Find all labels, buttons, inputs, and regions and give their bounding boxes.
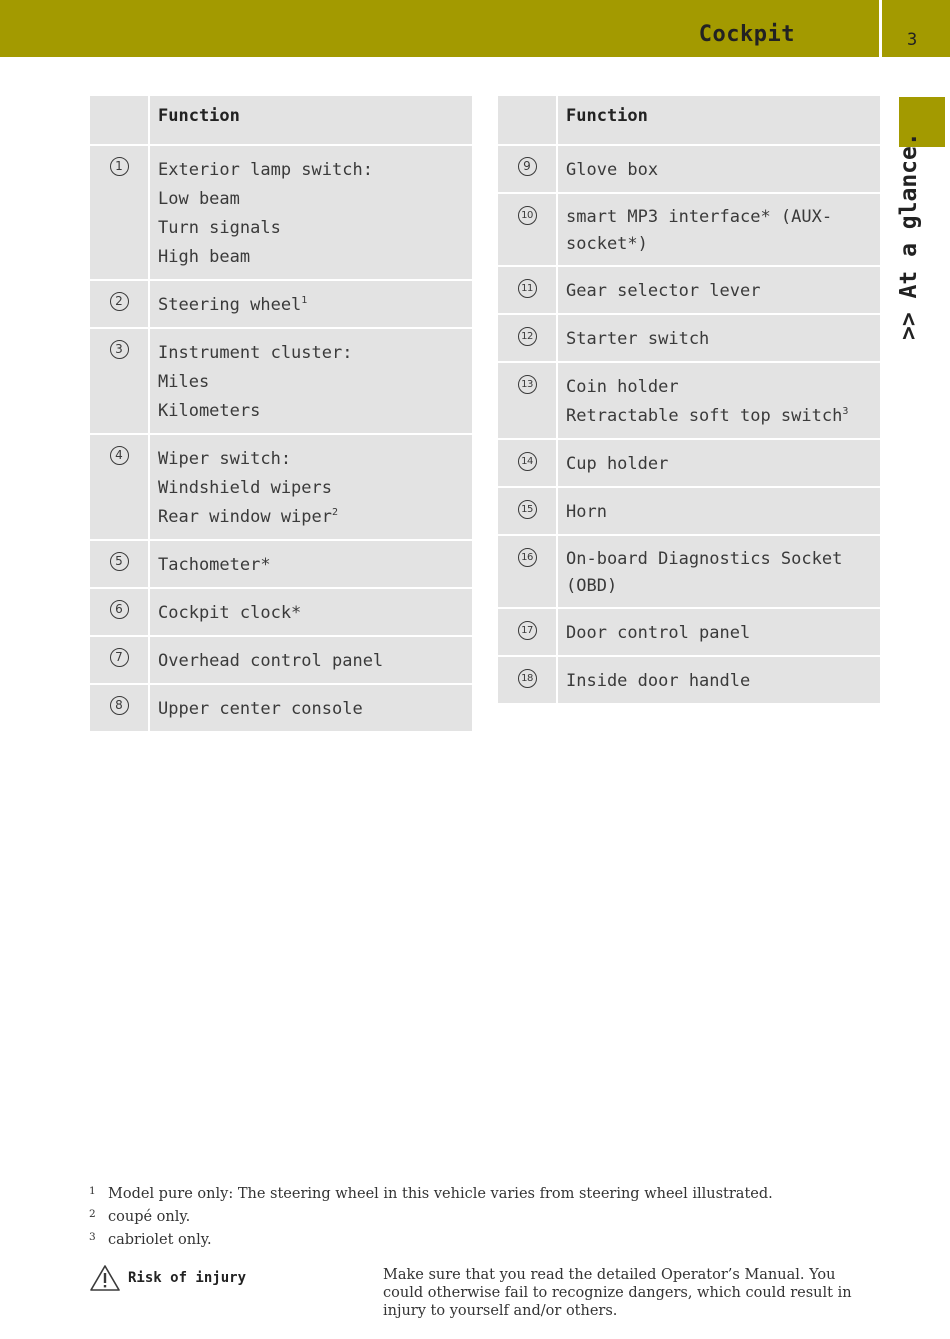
function-text: Coin holder xyxy=(566,377,679,397)
function-text: High beam xyxy=(158,247,251,267)
table-header-num xyxy=(90,96,149,145)
footnote-mark: 3 xyxy=(89,1231,96,1243)
item-number-cell xyxy=(498,487,557,535)
footnotes xyxy=(89,1186,773,1255)
footnote-mark: 2 xyxy=(89,1208,96,1220)
item-number-badge: 15 xyxy=(518,500,537,519)
function-text: (OBD) xyxy=(566,576,618,596)
footnote xyxy=(89,1232,773,1255)
function-text: Horn xyxy=(566,502,607,522)
item-number-badge: 10 xyxy=(518,206,537,225)
function-text: Cup holder xyxy=(566,454,669,474)
function-cell xyxy=(557,487,880,535)
footnote-text: Model pure only: The steering wheel in this vehicle varies from steering wheel illustrated. xyxy=(108,1186,773,1202)
item-number-cell xyxy=(498,266,557,314)
function-cell xyxy=(557,608,880,656)
function-text: Low beam xyxy=(158,189,240,209)
function-cell xyxy=(557,266,880,314)
page-number-box xyxy=(882,0,950,57)
table-row xyxy=(498,439,880,487)
function-text: Rear window wiper xyxy=(158,507,332,527)
function-cell xyxy=(557,362,880,439)
function-cell xyxy=(557,439,880,487)
function-cell xyxy=(149,684,472,732)
table-row xyxy=(498,314,880,362)
item-number-cell xyxy=(90,540,149,588)
function-cell xyxy=(557,535,880,608)
table-row xyxy=(498,145,880,193)
item-number-badge: 9 xyxy=(518,157,537,176)
table-header-num xyxy=(498,96,557,145)
item-number-badge: 2 xyxy=(110,292,129,311)
function-text: Kilometers xyxy=(158,401,261,421)
item-number-cell xyxy=(498,535,557,608)
table-row xyxy=(90,540,472,588)
function-cell xyxy=(557,656,880,704)
function-cell xyxy=(149,145,472,280)
warning-text: Make sure that you read the detailed Operator’s Manual. You could otherwise fail to recognize dangers, which could result in injury to yourself and/or others. xyxy=(383,1267,852,1319)
table-row xyxy=(498,535,880,608)
function-text: Cockpit clock* xyxy=(158,603,302,623)
table-row xyxy=(498,608,880,656)
function-text: Door control panel xyxy=(566,623,751,643)
function-text: Retractable soft top switch xyxy=(566,406,843,426)
function-text: Tachometer* xyxy=(158,555,271,575)
item-number-cell xyxy=(498,608,557,656)
function-table-left xyxy=(90,96,472,733)
footnote-reference: 1 xyxy=(301,295,308,306)
table-row xyxy=(498,487,880,535)
item-number-badge: 6 xyxy=(110,600,129,619)
function-text: Overhead control panel xyxy=(158,651,384,671)
table-header-function: Function xyxy=(149,96,472,145)
item-number-cell xyxy=(498,439,557,487)
function-text: Glove box xyxy=(566,160,659,180)
item-number-badge: 11 xyxy=(518,279,537,298)
table-header-function: Function xyxy=(557,96,880,145)
function-text: Wiper switch: xyxy=(158,449,292,469)
item-number-cell xyxy=(498,656,557,704)
table-row xyxy=(90,434,472,540)
function-cell xyxy=(557,145,880,193)
function-text: socket*) xyxy=(566,234,648,254)
item-number-cell xyxy=(90,328,149,434)
function-text: Gear selector lever xyxy=(566,281,761,301)
table-row xyxy=(90,636,472,684)
function-text: smart MP3 interface* (AUX- xyxy=(566,207,833,227)
function-cell xyxy=(557,193,880,266)
table-row xyxy=(498,266,880,314)
table-row xyxy=(498,193,880,266)
footnote-mark: 1 xyxy=(89,1185,96,1197)
function-cell xyxy=(149,280,472,328)
function-table-right xyxy=(498,96,880,705)
item-number-cell xyxy=(498,362,557,439)
item-number-cell xyxy=(90,280,149,328)
table-row xyxy=(90,280,472,328)
function-text: Instrument cluster: xyxy=(158,343,353,363)
function-cell xyxy=(149,588,472,636)
footnote xyxy=(89,1186,773,1209)
table-row xyxy=(498,362,880,439)
item-number-badge: 12 xyxy=(518,327,537,346)
table-row xyxy=(90,328,472,434)
header-bar xyxy=(0,0,879,57)
item-number-badge: 17 xyxy=(518,621,537,640)
item-number-badge: 7 xyxy=(110,648,129,667)
warning-label: Risk of injury xyxy=(128,1270,247,1286)
page-title: Cockpit xyxy=(698,22,795,47)
footnote-text: coupé only. xyxy=(108,1209,191,1225)
function-text: Windshield wipers xyxy=(158,478,332,498)
function-text: Starter switch xyxy=(566,329,710,349)
footnote-text: cabriolet only. xyxy=(108,1232,212,1248)
function-text: Upper center console xyxy=(158,699,363,719)
item-number-cell xyxy=(90,588,149,636)
function-cell xyxy=(149,636,472,684)
item-number-badge: 14 xyxy=(518,452,537,471)
function-cell xyxy=(149,328,472,434)
function-text: Steering wheel xyxy=(158,295,302,315)
item-number-badge: 18 xyxy=(518,669,537,688)
page-number: 3 xyxy=(907,30,918,50)
item-number-cell xyxy=(90,684,149,732)
item-number-badge: 5 xyxy=(110,552,129,571)
item-number-cell xyxy=(90,434,149,540)
footnote-reference: 3 xyxy=(842,406,849,417)
warning-triangle-icon xyxy=(89,1264,121,1292)
function-text: Inside door handle xyxy=(566,671,751,691)
item-number-badge: 4 xyxy=(110,446,129,465)
function-cell xyxy=(557,314,880,362)
table-row xyxy=(90,588,472,636)
table-row xyxy=(90,684,472,732)
function-text: Miles xyxy=(158,372,210,392)
function-text: Exterior lamp switch: xyxy=(158,160,373,180)
item-number-cell xyxy=(498,193,557,266)
function-cell xyxy=(149,540,472,588)
item-number-badge: 8 xyxy=(110,696,129,715)
footnote-reference: 2 xyxy=(332,507,339,518)
section-label: >> At a glance. xyxy=(896,132,922,340)
item-number-cell xyxy=(498,145,557,193)
function-cell xyxy=(149,434,472,540)
item-number-badge: 13 xyxy=(518,375,537,394)
table-row xyxy=(498,656,880,704)
item-number-badge: 1 xyxy=(110,157,129,176)
item-number-cell xyxy=(90,636,149,684)
function-text: On-board Diagnostics Socket xyxy=(566,549,843,569)
item-number-badge: 16 xyxy=(518,548,537,567)
item-number-badge: 3 xyxy=(110,340,129,359)
footnote xyxy=(89,1209,773,1232)
function-text: Turn signals xyxy=(158,218,281,238)
item-number-cell xyxy=(90,145,149,280)
table-row xyxy=(90,145,472,280)
warning-box xyxy=(89,1264,246,1292)
item-number-cell xyxy=(498,314,557,362)
